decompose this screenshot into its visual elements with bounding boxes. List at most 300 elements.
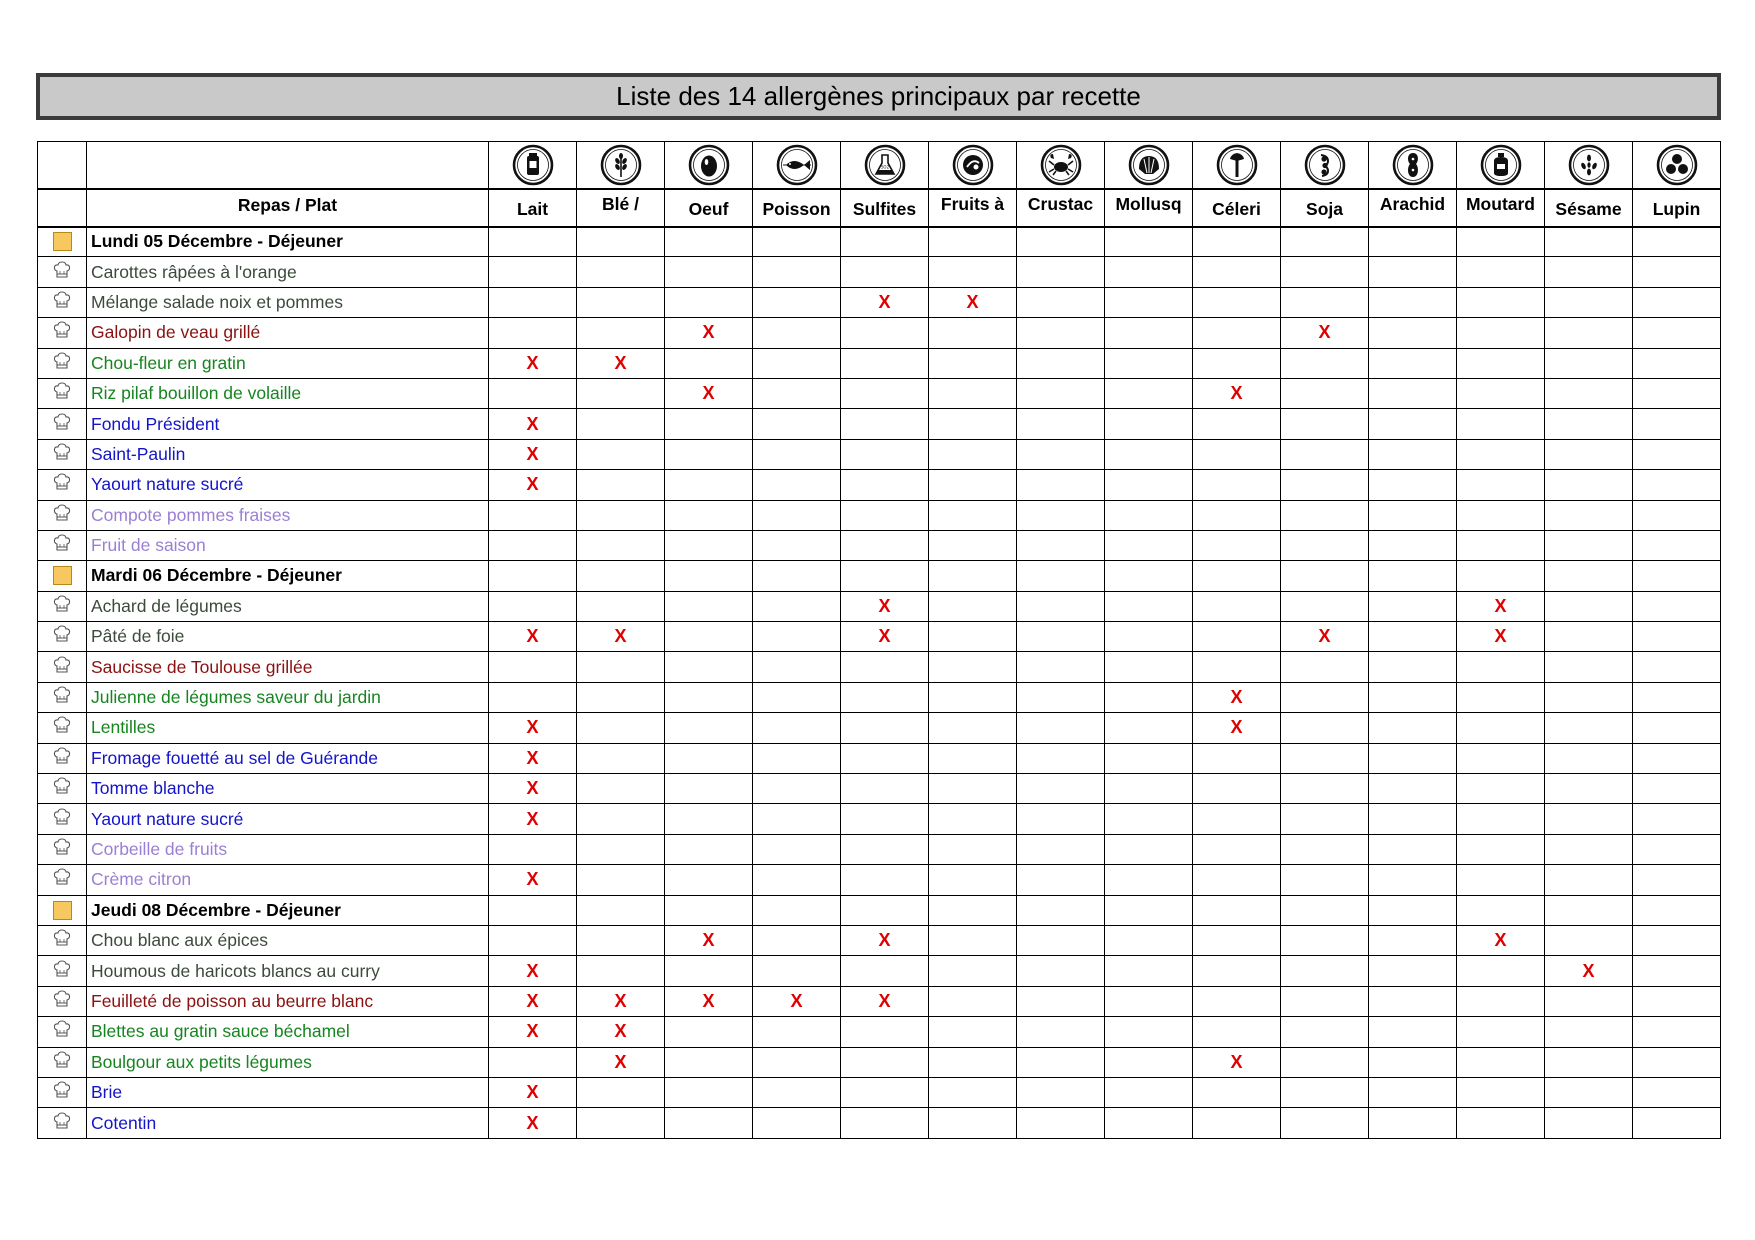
allergen-cell <box>1369 530 1457 560</box>
allergen-mark: X <box>489 348 577 378</box>
allergen-cell <box>1017 287 1105 317</box>
chef-hat-icon <box>52 540 72 557</box>
allergen-cell <box>1545 591 1633 621</box>
row-icon-cell <box>38 561 87 591</box>
allergen-cell <box>1193 1077 1281 1107</box>
allergen-cell <box>1633 591 1721 621</box>
allergen-cell <box>1017 439 1105 469</box>
allergen-cell <box>929 318 1017 348</box>
allergen-cell <box>1281 1077 1369 1107</box>
allergen-cell <box>577 652 665 682</box>
allergen-cell <box>1633 682 1721 712</box>
allergen-cell <box>753 500 841 530</box>
allergen-cell <box>929 378 1017 408</box>
table-row <box>38 500 1721 530</box>
allergen-cell <box>929 682 1017 712</box>
allergen-cell <box>753 622 841 652</box>
allergen-cell <box>1017 470 1105 500</box>
allergen-cell <box>929 1047 1017 1077</box>
allergen-cell <box>665 470 753 500</box>
fish-icon <box>753 144 840 186</box>
allergen-cell <box>1545 895 1633 925</box>
chef-hat-icon <box>52 814 72 831</box>
allergen-cell <box>1017 682 1105 712</box>
allergen-cell <box>841 834 929 864</box>
dish-name: Fromage fouetté au sel de Guérande <box>87 743 489 773</box>
table-row <box>38 743 1721 773</box>
allergen-cell <box>1545 500 1633 530</box>
allergen-cell <box>1457 986 1545 1016</box>
allergen-cell <box>1017 956 1105 986</box>
table-row <box>38 1108 1721 1138</box>
allergen-cell <box>1633 834 1721 864</box>
allergen-cell <box>1457 1017 1545 1047</box>
table-row <box>38 804 1721 834</box>
allergen-cell <box>1281 652 1369 682</box>
table-row <box>38 530 1721 560</box>
allergen-cell <box>1017 348 1105 378</box>
allergen-cell <box>1545 834 1633 864</box>
allergen-cell <box>577 713 665 743</box>
chef-hat-icon <box>52 267 72 284</box>
allergen-cell <box>1633 804 1721 834</box>
allergen-cell <box>1193 834 1281 864</box>
allergen-cell <box>1545 470 1633 500</box>
allergen-cell <box>1017 804 1105 834</box>
allergen-cell <box>665 713 753 743</box>
allergen-cell <box>665 652 753 682</box>
allergen-mark: X <box>753 986 841 1016</box>
allergen-cell <box>1457 895 1545 925</box>
allergen-mark: X <box>1457 591 1545 621</box>
allergen-cell <box>1281 743 1369 773</box>
allergen-cell <box>1457 287 1545 317</box>
allergen-cell <box>1281 865 1369 895</box>
allergen-cell <box>841 409 929 439</box>
dish-name: Corbeille de fruits <box>87 834 489 864</box>
lupin-icon <box>1633 144 1720 186</box>
allergen-cell <box>1017 561 1105 591</box>
allergen-icon-cell <box>1633 142 1721 189</box>
allergen-cell <box>929 1017 1017 1047</box>
allergen-cell <box>489 925 577 955</box>
allergen-mark: X <box>577 1017 665 1047</box>
allergen-cell <box>1193 1017 1281 1047</box>
allergen-cell <box>489 500 577 530</box>
allergen-cell <box>577 318 665 348</box>
allergen-cell <box>1193 652 1281 682</box>
page-title-text: Liste des 14 allergènes principaux par recette <box>616 81 1141 111</box>
allergen-mark: X <box>489 470 577 500</box>
allergen-mark: X <box>665 378 753 408</box>
allergen-cell <box>577 682 665 712</box>
allergen-cell <box>1369 986 1457 1016</box>
allergen-cell <box>1369 925 1457 955</box>
chef-hat-icon <box>52 1087 72 1104</box>
allergen-cell <box>929 652 1017 682</box>
chef-hat-icon <box>52 1057 72 1074</box>
allergen-cell <box>577 743 665 773</box>
allergen-cell <box>841 713 929 743</box>
allergen-mark: X <box>841 287 929 317</box>
allergen-cell <box>841 227 929 257</box>
allergen-cell <box>1633 500 1721 530</box>
allergen-cell <box>753 257 841 287</box>
allergen-mark: X <box>489 1017 577 1047</box>
allergen-cell <box>1017 1077 1105 1107</box>
table-row <box>38 348 1721 378</box>
allergen-cell <box>1369 895 1457 925</box>
allergen-cell <box>1193 743 1281 773</box>
allergen-cell <box>753 1017 841 1047</box>
chef-hat-icon <box>52 631 72 648</box>
soy-icon <box>1281 144 1368 186</box>
allergen-cell <box>1369 956 1457 986</box>
allergen-cell <box>1457 409 1545 439</box>
row-icon-cell <box>38 925 87 955</box>
allergen-cell <box>577 378 665 408</box>
allergen-cell <box>1633 956 1721 986</box>
allergen-cell <box>1545 378 1633 408</box>
allergen-cell <box>577 257 665 287</box>
allergen-cell <box>1017 713 1105 743</box>
allergen-cell <box>1281 500 1369 530</box>
mustard-icon <box>1457 144 1544 186</box>
table-row <box>38 865 1721 895</box>
allergen-cell <box>665 227 753 257</box>
allergen-cell <box>1193 925 1281 955</box>
table-row <box>38 652 1721 682</box>
allergen-cell <box>1457 257 1545 287</box>
allergen-cell <box>753 348 841 378</box>
allergen-cell <box>665 1017 753 1047</box>
row-icon-cell <box>38 834 87 864</box>
allergen-cell <box>1281 409 1369 439</box>
row-icon-cell <box>38 318 87 348</box>
chef-hat-icon <box>52 327 72 344</box>
allergen-mark: X <box>489 713 577 743</box>
allergen-cell <box>1457 470 1545 500</box>
allergen-cell <box>929 530 1017 560</box>
peanut-icon <box>1369 144 1456 186</box>
allergen-mark: X <box>489 1108 577 1138</box>
allergen-cell <box>1369 834 1457 864</box>
allergen-cell <box>489 834 577 864</box>
dish-name: Crème citron <box>87 865 489 895</box>
meal-row <box>38 561 1721 591</box>
allergen-cell <box>665 865 753 895</box>
allergen-cell <box>1369 500 1457 530</box>
table-row <box>38 439 1721 469</box>
allergen-cell <box>929 591 1017 621</box>
chef-hat-icon <box>52 935 72 952</box>
allergen-cell <box>929 956 1017 986</box>
allergen-cell <box>1281 257 1369 287</box>
allergen-cell <box>1633 713 1721 743</box>
allergen-cell <box>1633 1077 1721 1107</box>
allergen-cell <box>1017 743 1105 773</box>
allergen-icon-cell <box>753 142 841 189</box>
meal-square-icon <box>53 901 72 920</box>
allergen-cell <box>577 439 665 469</box>
allergen-cell <box>929 470 1017 500</box>
chef-hat-icon <box>52 388 72 405</box>
allergen-cell <box>665 774 753 804</box>
allergen-cell <box>841 1108 929 1138</box>
row-icon-cell <box>38 713 87 743</box>
allergen-cell <box>929 348 1017 378</box>
allergen-cell <box>489 530 577 560</box>
allergen-cell <box>1633 652 1721 682</box>
column-header-allergen: Soja <box>1281 189 1369 227</box>
allergen-cell <box>1193 227 1281 257</box>
allergen-cell <box>1017 318 1105 348</box>
dish-name: Fruit de saison <box>87 530 489 560</box>
allergen-cell <box>1105 986 1193 1016</box>
chef-hat-icon <box>52 966 72 983</box>
allergen-cell <box>929 227 1017 257</box>
allergen-cell <box>1457 439 1545 469</box>
allergen-cell <box>1369 865 1457 895</box>
allergen-cell <box>753 287 841 317</box>
row-icon-cell <box>38 652 87 682</box>
table-row <box>38 925 1721 955</box>
allergen-cell <box>1105 348 1193 378</box>
allergen-cell <box>841 1017 929 1047</box>
allergen-cell <box>577 227 665 257</box>
allergen-cell <box>1545 713 1633 743</box>
allergen-cell <box>1193 530 1281 560</box>
allergen-mark: X <box>577 348 665 378</box>
column-header-allergen: Lupin <box>1633 189 1721 227</box>
allergen-cell <box>1017 834 1105 864</box>
allergen-cell <box>1017 865 1105 895</box>
allergen-cell <box>1633 1108 1721 1138</box>
allergen-cell <box>1281 925 1369 955</box>
chef-hat-icon <box>52 662 72 679</box>
allergen-cell <box>841 500 929 530</box>
allergen-cell <box>1633 227 1721 257</box>
allergen-cell <box>1281 348 1369 378</box>
dish-name: Houmous de haricots blancs au curry <box>87 956 489 986</box>
allergen-cell <box>1633 925 1721 955</box>
chef-hat-icon <box>52 358 72 375</box>
meal-title: Mardi 06 Décembre - Déjeuner <box>87 561 489 591</box>
allergen-cell <box>1369 470 1457 500</box>
dish-name: Achard de légumes <box>87 591 489 621</box>
allergen-cell <box>1105 956 1193 986</box>
allergen-cell <box>1457 834 1545 864</box>
allergen-cell <box>1369 774 1457 804</box>
allergen-cell <box>753 1108 841 1138</box>
allergen-cell <box>841 348 929 378</box>
row-icon-cell <box>38 439 87 469</box>
allergen-cell <box>577 865 665 895</box>
table-row <box>38 409 1721 439</box>
allergen-cell <box>841 378 929 408</box>
allergen-cell <box>929 409 1017 439</box>
dish-name: Carottes râpées à l'orange <box>87 257 489 287</box>
table-row <box>38 1077 1721 1107</box>
allergen-cell <box>929 743 1017 773</box>
dish-name: Yaourt nature sucré <box>87 804 489 834</box>
dish-name: Brie <box>87 1077 489 1107</box>
allergen-cell <box>1545 257 1633 287</box>
allergen-cell <box>753 227 841 257</box>
dish-name: Pâté de foie <box>87 622 489 652</box>
allergen-cell <box>1545 622 1633 652</box>
allergen-table <box>37 141 1721 1139</box>
allergen-cell <box>1193 348 1281 378</box>
allergen-cell <box>1545 348 1633 378</box>
allergen-cell <box>1193 409 1281 439</box>
allergen-cell <box>489 652 577 682</box>
allergen-cell <box>577 561 665 591</box>
allergen-cell <box>841 804 929 834</box>
allergen-cell <box>929 1077 1017 1107</box>
table-row <box>38 956 1721 986</box>
allergen-cell <box>1017 622 1105 652</box>
allergen-cell <box>577 500 665 530</box>
allergen-cell <box>1369 318 1457 348</box>
allergen-cell <box>1281 378 1369 408</box>
allergen-cell <box>1457 1108 1545 1138</box>
dish-name: Galopin de veau grillé <box>87 318 489 348</box>
allergen-cell <box>1193 1108 1281 1138</box>
allergen-cell <box>1457 227 1545 257</box>
meal-row <box>38 227 1721 257</box>
allergen-cell <box>577 470 665 500</box>
chef-hat-icon <box>52 1026 72 1043</box>
allergen-mark: X <box>489 622 577 652</box>
allergen-cell <box>841 865 929 895</box>
allergen-cell <box>577 834 665 864</box>
allergen-cell <box>841 257 929 287</box>
column-header-allergen: Arachid <box>1369 189 1457 227</box>
celery-icon <box>1193 144 1280 186</box>
row-icon-cell <box>38 500 87 530</box>
allergen-icon-cell <box>1193 142 1281 189</box>
allergen-cell <box>1281 439 1369 469</box>
allergen-cell <box>1457 378 1545 408</box>
allergen-cell <box>1193 500 1281 530</box>
table-row <box>38 1047 1721 1077</box>
allergen-cell <box>929 986 1017 1016</box>
allergen-cell <box>577 956 665 986</box>
allergen-cell <box>665 257 753 287</box>
allergen-cell <box>753 652 841 682</box>
allergen-cell <box>665 439 753 469</box>
table-row <box>38 257 1721 287</box>
allergen-cell <box>577 804 665 834</box>
allergen-icon-cell <box>841 142 929 189</box>
allergen-cell <box>753 865 841 895</box>
allergen-mark: X <box>929 287 1017 317</box>
allergen-cell <box>1105 561 1193 591</box>
allergen-mark: X <box>489 743 577 773</box>
row-icon-cell <box>38 743 87 773</box>
allergen-cell <box>1193 561 1281 591</box>
allergen-cell <box>1633 348 1721 378</box>
allergen-cell <box>489 257 577 287</box>
allergen-cell <box>1105 743 1193 773</box>
allergen-cell <box>1281 1108 1369 1138</box>
allergen-cell <box>1369 682 1457 712</box>
allergen-mark: X <box>577 622 665 652</box>
allergen-cell <box>1633 470 1721 500</box>
chef-hat-icon <box>52 419 72 436</box>
allergen-cell <box>665 743 753 773</box>
allergen-mark: X <box>489 865 577 895</box>
allergen-cell <box>1457 500 1545 530</box>
header-corner-cell <box>38 142 87 189</box>
allergen-cell <box>1193 470 1281 500</box>
allergen-icon-cell <box>929 142 1017 189</box>
allergen-cell <box>1457 743 1545 773</box>
allergen-cell <box>1105 318 1193 348</box>
allergen-cell <box>665 409 753 439</box>
allergen-cell <box>1105 1077 1193 1107</box>
allergen-cell <box>489 318 577 348</box>
allergen-cell <box>1105 622 1193 652</box>
allergen-cell <box>929 1108 1017 1138</box>
chef-hat-icon <box>52 722 72 739</box>
allergen-cell <box>1457 318 1545 348</box>
allergen-mark: X <box>1457 622 1545 652</box>
allergen-cell <box>753 378 841 408</box>
allergen-cell <box>1281 227 1369 257</box>
chef-hat-icon <box>52 996 72 1013</box>
allergen-cell <box>753 834 841 864</box>
dish-name: Boulgour aux petits légumes <box>87 1047 489 1077</box>
allergen-cell <box>753 470 841 500</box>
allergen-cell <box>1633 774 1721 804</box>
allergen-cell <box>1633 743 1721 773</box>
allergen-cell <box>1281 682 1369 712</box>
dish-name: Compote pommes fraises <box>87 500 489 530</box>
allergen-cell <box>1633 1017 1721 1047</box>
allergen-cell <box>753 743 841 773</box>
row-icon-cell <box>38 804 87 834</box>
allergen-cell <box>841 530 929 560</box>
meal-title: Jeudi 08 Décembre - Déjeuner <box>87 895 489 925</box>
allergen-cell <box>1193 804 1281 834</box>
dish-name: Tomme blanche <box>87 774 489 804</box>
allergen-cell <box>665 622 753 652</box>
meal-title: Lundi 05 Décembre - Déjeuner <box>87 227 489 257</box>
dish-name: Saucisse de Toulouse grillée <box>87 652 489 682</box>
allergen-cell <box>841 682 929 712</box>
allergen-cell <box>929 439 1017 469</box>
allergen-cell <box>1633 986 1721 1016</box>
allergen-cell <box>1105 257 1193 287</box>
allergen-cell <box>1545 682 1633 712</box>
row-icon-cell <box>38 287 87 317</box>
allergen-cell <box>929 257 1017 287</box>
allergen-cell <box>753 713 841 743</box>
allergen-cell <box>753 1047 841 1077</box>
allergen-icon-cell <box>1105 142 1193 189</box>
allergen-mark: X <box>665 318 753 348</box>
allergen-cell <box>665 561 753 591</box>
allergen-cell <box>1545 865 1633 895</box>
row-icon-cell <box>38 774 87 804</box>
allergen-cell <box>665 1077 753 1107</box>
allergen-mark: X <box>841 591 929 621</box>
allergen-cell <box>753 409 841 439</box>
allergen-icon-cell <box>1457 142 1545 189</box>
allergen-cell <box>665 804 753 834</box>
